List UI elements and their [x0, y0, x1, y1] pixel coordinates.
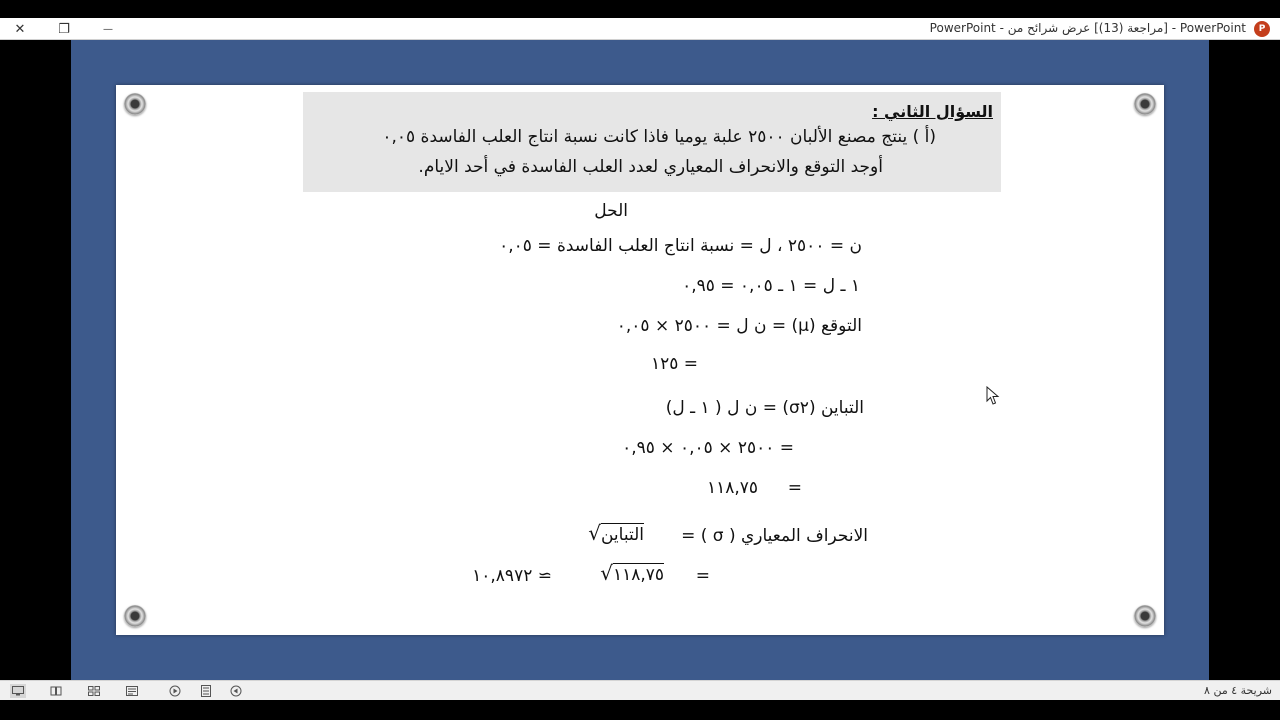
- play-icon[interactable]: [167, 684, 183, 698]
- solution-title: الحل: [594, 201, 628, 221]
- powerpoint-logo-icon: P: [1254, 21, 1270, 37]
- screen-bottom-strip: [0, 700, 1280, 720]
- sd-result: ≃ ١٠,٨٩٧٢: [472, 566, 552, 586]
- square-root-icon: √: [600, 561, 613, 585]
- minimize-button[interactable]: [88, 18, 128, 40]
- expectation-formula: التوقع (μ) = ن ل = ٢٥٠٠ × ٠,٠٥: [616, 316, 862, 336]
- sd-radical-value: [600, 561, 664, 585]
- title-bar: [0, 18, 1280, 40]
- restore-icon: ❐: [58, 21, 70, 37]
- pushpin-icon: [1134, 93, 1156, 115]
- variance-result-value: ١١٨,٧٥: [706, 478, 758, 498]
- mouse-pointer-icon: [986, 386, 1000, 406]
- variance-formula: التباين (σ٢) = ن ل ( ١ ـ ل): [665, 398, 864, 418]
- slideshow-stage: [0, 40, 1280, 680]
- reading-view-icon[interactable]: [48, 684, 64, 698]
- sd-radicand-value: ١١٨,٧٥: [612, 565, 664, 585]
- window-title: PowerPoint - [مراجعة (13)] عرض شرائح من - PowerPoint: [929, 21, 1246, 35]
- pushpin-icon: [124, 605, 146, 627]
- slide-counter: شريحة ٤ من ٨: [1204, 684, 1272, 697]
- slide-sorter-icon[interactable]: [86, 684, 102, 698]
- expectation-result: = ١٢٥: [650, 354, 698, 374]
- question-heading: السؤال الثاني :: [872, 102, 993, 121]
- status-bar: [0, 680, 1280, 700]
- slide[interactable]: [71, 40, 1209, 680]
- screen-top-strip: [0, 0, 1280, 18]
- variance-substitution: = ٢٥٠٠ × ٠,٠٥ × ٠,٩٥: [622, 438, 794, 458]
- slide-card: [116, 85, 1164, 635]
- normal-view-icon[interactable]: [10, 684, 26, 698]
- sd-equals: =: [695, 566, 710, 586]
- square-root-icon: √: [588, 521, 601, 545]
- sd-label: الانحراف المعياري ( σ ) =: [681, 526, 868, 546]
- minimize-icon: —: [103, 23, 113, 35]
- solution-line-n-p: ن = ٢٥٠٠ ، ل = نسبة انتاج العلب الفاسدة = ٠,٠٥: [499, 236, 862, 256]
- notes-view-icon[interactable]: [124, 684, 140, 698]
- sd-radical: [588, 521, 644, 545]
- close-button[interactable]: [0, 18, 40, 40]
- question-line-1: (أ ) ينتج مصنع الألبان ٢٥٠٠ علبة يوميا فاذا كانت نسبة انتاج العلب الفاسدة ٠,٠٥: [382, 127, 936, 147]
- sd-radicand-word: التباين: [600, 525, 644, 545]
- previous-slide-icon[interactable]: [228, 684, 244, 698]
- menu-icon[interactable]: [198, 684, 214, 698]
- question-box: [303, 92, 1001, 192]
- variance-result-equals: =: [787, 478, 802, 498]
- close-icon: ✕: [14, 21, 26, 37]
- question-line-2: أوجد التوقع والانحراف المعياري لعدد العلب الفاسدة في أحد الايام.: [418, 157, 883, 177]
- solution-line-q: ١ ـ ل = ١ ـ ٠,٠٥ = ٠,٩٥: [682, 276, 860, 296]
- pushpin-icon: [124, 93, 146, 115]
- pushpin-icon: [1134, 605, 1156, 627]
- restore-button[interactable]: [44, 18, 84, 40]
